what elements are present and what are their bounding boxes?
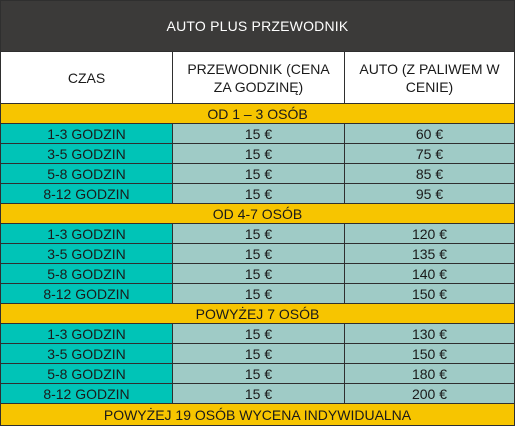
car-price-cell: 95 € [345, 184, 514, 204]
header-row [1, 52, 514, 104]
footer-note: POWYŻEJ 19 OSÓB WYCENA INDYWIDUALNA [1, 404, 514, 425]
car-price-cell: 150 € [345, 344, 514, 364]
header-car-price: AUTO (Z PALIWEM W CENIE) [345, 52, 514, 104]
guide-price-cell: 15 € [173, 164, 345, 184]
table-row [1, 364, 514, 384]
section-header: OD 4-7 OSÓB [1, 204, 514, 224]
header-time: CZAS [1, 52, 173, 104]
table-row [1, 184, 514, 204]
time-cell: 3-5 GODZIN [1, 244, 173, 264]
time-cell: 5-8 GODZIN [1, 264, 173, 284]
guide-price-cell: 15 € [173, 344, 345, 364]
section-header: POWYŻEJ 7 OSÓB [1, 304, 514, 324]
car-price-cell: 60 € [345, 124, 514, 144]
time-cell: 3-5 GODZIN [1, 144, 173, 164]
table-row [1, 124, 514, 144]
car-price-cell: 200 € [345, 384, 514, 404]
guide-price-cell: 15 € [173, 244, 345, 264]
guide-price-cell: 15 € [173, 364, 345, 384]
table-row [1, 224, 514, 244]
guide-price-cell: 15 € [173, 384, 345, 404]
time-cell: 1-3 GODZIN [1, 224, 173, 244]
section-header: OD 1 – 3 OSÓB [1, 104, 514, 124]
table-row [1, 284, 514, 304]
guide-price-cell: 15 € [173, 284, 345, 304]
guide-price-cell: 15 € [173, 224, 345, 244]
car-price-cell: 120 € [345, 224, 514, 244]
table-row [1, 344, 514, 364]
time-cell: 5-8 GODZIN [1, 164, 173, 184]
car-price-cell: 75 € [345, 144, 514, 164]
table-row [1, 244, 514, 264]
car-price-cell: 150 € [345, 284, 514, 304]
header-guide-price: PRZEWODNIK (CENA ZA GODZINĘ) [173, 52, 345, 104]
guide-price-cell: 15 € [173, 184, 345, 204]
time-cell: 8-12 GODZIN [1, 284, 173, 304]
time-cell: 3-5 GODZIN [1, 344, 173, 364]
table-row [1, 384, 514, 404]
time-cell: 1-3 GODZIN [1, 124, 173, 144]
car-price-cell: 135 € [345, 244, 514, 264]
car-price-cell: 140 € [345, 264, 514, 284]
table-row [1, 324, 514, 344]
car-price-cell: 180 € [345, 364, 514, 384]
time-cell: 5-8 GODZIN [1, 364, 173, 384]
table-row [1, 164, 514, 184]
time-cell: 8-12 GODZIN [1, 384, 173, 404]
table-row [1, 144, 514, 164]
car-price-cell: 130 € [345, 324, 514, 344]
time-cell: 8-12 GODZIN [1, 184, 173, 204]
time-cell: 1-3 GODZIN [1, 324, 173, 344]
guide-price-cell: 15 € [173, 144, 345, 164]
car-price-cell: 85 € [345, 164, 514, 184]
guide-price-cell: 15 € [173, 124, 345, 144]
table-row [1, 264, 514, 284]
guide-price-cell: 15 € [173, 324, 345, 344]
guide-price-cell: 15 € [173, 264, 345, 284]
table-title: AUTO PLUS PRZEWODNIK [1, 1, 514, 52]
